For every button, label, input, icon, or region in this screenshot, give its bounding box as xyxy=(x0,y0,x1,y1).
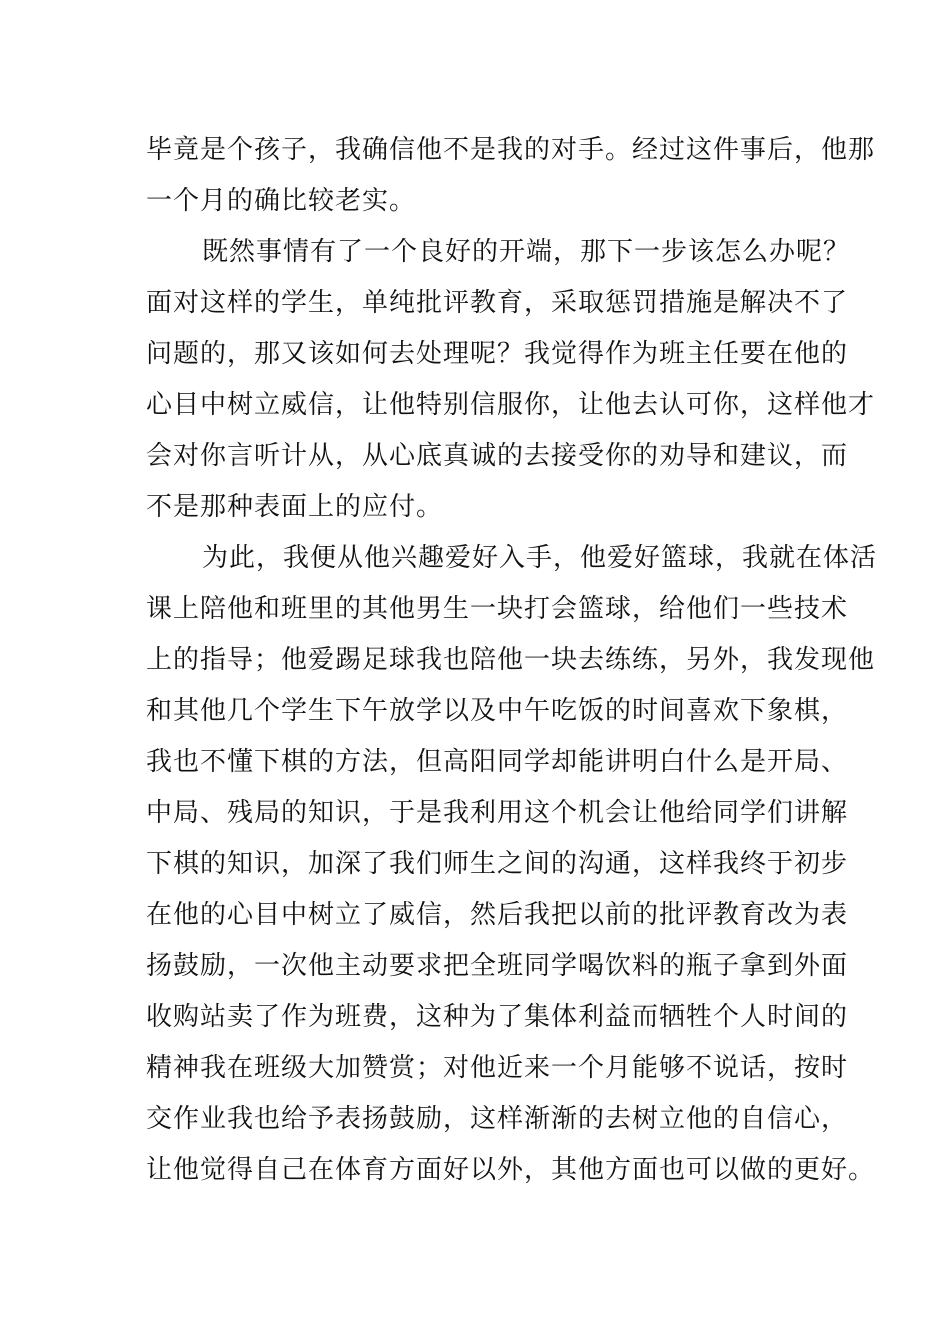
text-line: 下棋的知识，加深了我们师生之间的沟通，这样我终于初步 xyxy=(146,849,849,879)
text-line: 上的指导；他爱踢足球我也陪他一块去练练，另外，我发现他 xyxy=(146,645,876,675)
text-line: 和其他几个学生下午放学以及中午吃饭的时间喜欢下象棋， xyxy=(146,696,849,726)
text-line: 中局、残局的知识，于是我利用这个机会让他给同学们讲解 xyxy=(146,798,849,828)
text-line: 交作业我也给予表扬鼓励，这样渐渐的去树立他的自信心， xyxy=(146,1104,849,1134)
text-line: 在他的心目中树立了威信，然后我把以前的批评教育改为表 xyxy=(146,900,849,930)
text-line: 会对你言听计从，从心底真诚的去接受你的劝导和建议，而 xyxy=(146,441,849,471)
paragraph-start-line: 为此，我便从他兴趣爱好入手，他爱好篮球，我就在体活 xyxy=(202,543,878,573)
text-line: 问题的，那又该如何去处理呢？我觉得作为班主任要在他的 xyxy=(146,339,849,369)
text-line: 面对这样的学生，单纯批评教育，采取惩罚措施是解决不了 xyxy=(146,288,849,318)
body-text xyxy=(146,125,878,1196)
text-line: 课上陪他和班里的其他男生一块打会篮球，给他们一些技术 xyxy=(146,594,849,624)
text-line: 让他觉得自己在体育方面好以外，其他方面也可以做的更好。 xyxy=(146,1155,876,1185)
text-line: 扬鼓励，一次他主动要求把全班同学喝饮料的瓶子拿到外面 xyxy=(146,951,849,981)
paragraph-start-line: 既然事情有了一个良好的开端，那下一步该怎么办呢？ xyxy=(202,237,851,267)
text-line: 精神我在班级大加赞赏；对他近来一个月能够不说话，按时 xyxy=(146,1053,849,1083)
text-line: 不是那种表面上的应付。 xyxy=(146,492,444,522)
text-line: 我也不懂下棋的方法，但高阳同学却能讲明白什么是开局、 xyxy=(146,747,849,777)
text-line: 毕竟是个孩子，我确信他不是我的对手。经过这件事后，他那 xyxy=(146,135,876,165)
text-line: 心目中树立威信，让他特别信服你，让他去认可你，这样他才 xyxy=(146,390,876,420)
text-line: 一个月的确比较老实。 xyxy=(146,186,417,216)
text-line: 收购站卖了作为班费，这种为了集体利益而牺牲个人时间的 xyxy=(146,1002,849,1032)
